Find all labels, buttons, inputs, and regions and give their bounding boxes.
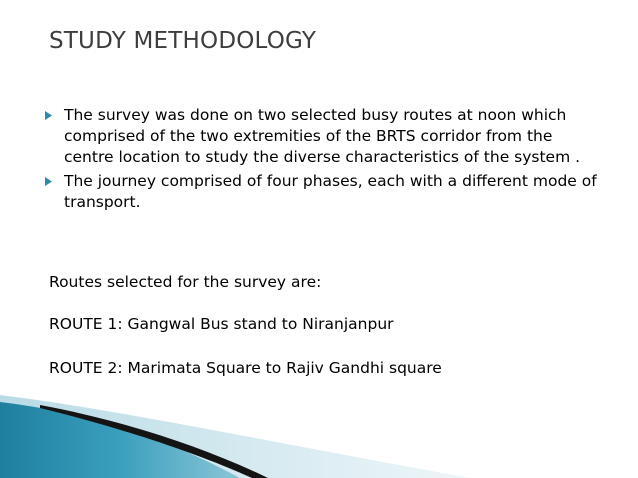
- bullet-text: The journey comprised of four phases, each with a different mode of transport.: [64, 172, 597, 211]
- bullet-text: The survey was done on two selected busy routes at noon which comprised of the two extremities of the BRTS corridor from the centre location to study the diverse characteristics of the system .: [64, 106, 581, 166]
- bullet-list: [44, 105, 604, 216]
- wave-teal-shape: [0, 402, 240, 478]
- bullet-item: [44, 105, 604, 168]
- wave-dark-shape: [40, 405, 268, 478]
- route-2: ROUTE 2: Marimata Square to Rajiv Gandhi square: [49, 359, 442, 377]
- slide-title: STUDY METHODOLOGY: [49, 28, 317, 54]
- bullet-item: [44, 171, 604, 213]
- triangle-bullet-icon: [44, 105, 60, 126]
- wave-light-shape: [0, 395, 470, 478]
- route-1: ROUTE 1: Gangwal Bus stand to Niranjanpur: [49, 315, 394, 333]
- routes-intro: Routes selected for the survey are:: [49, 273, 322, 291]
- triangle-bullet-icon: [44, 171, 60, 192]
